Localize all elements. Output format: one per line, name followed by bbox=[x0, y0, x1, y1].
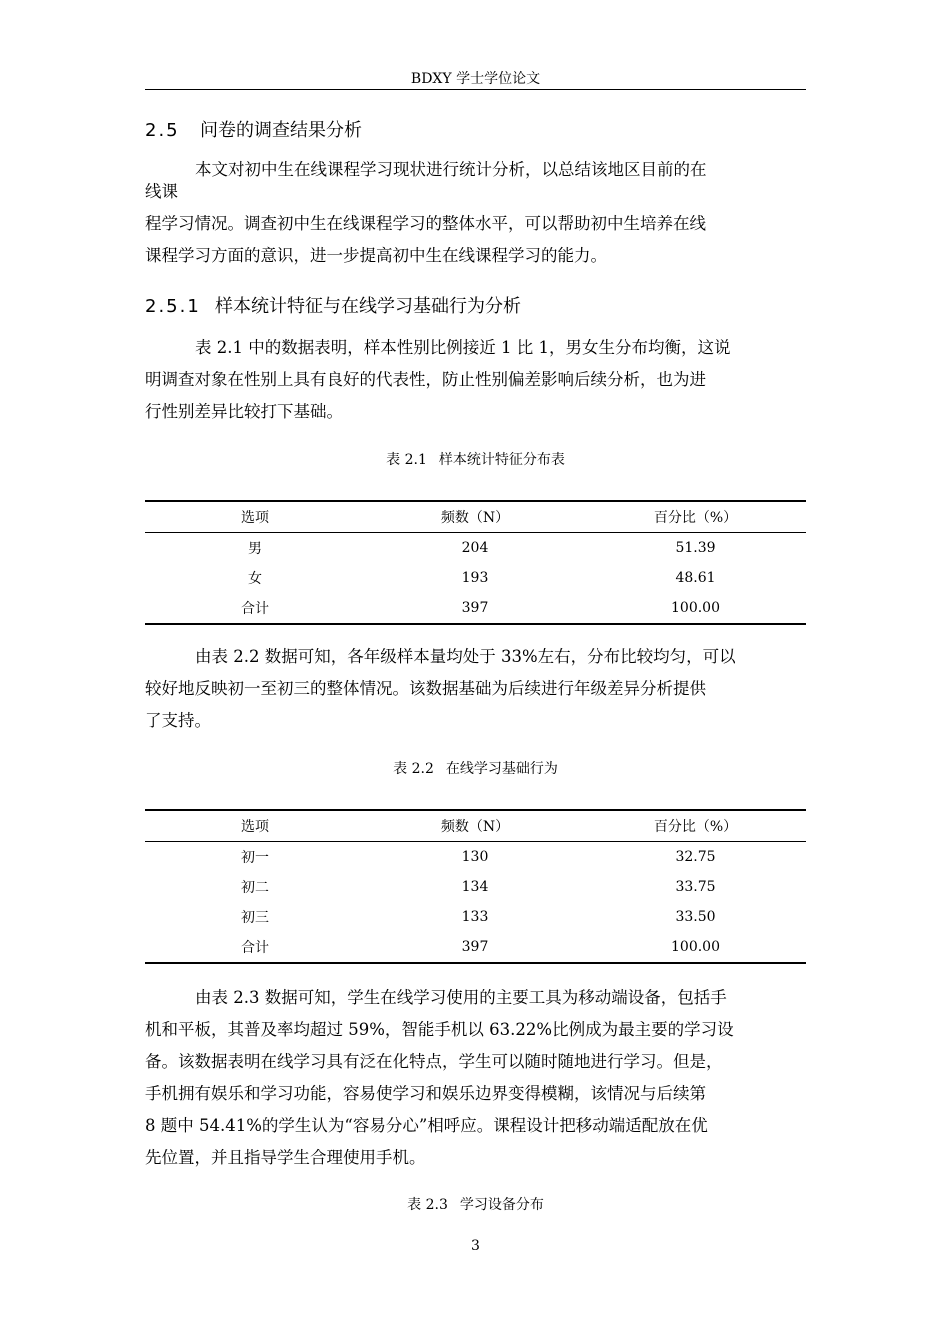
table-cell: 130 bbox=[461, 849, 489, 865]
table-row bbox=[145, 902, 806, 932]
table-row bbox=[145, 842, 806, 873]
table-2-2-caption bbox=[145, 759, 806, 779]
table-cell: 32.75 bbox=[675, 849, 716, 865]
header-cell: 百分比（%） bbox=[585, 501, 806, 533]
paragraph-line: 由表 2.3 数据可知，学生在线学习使用的主要工具为移动端设备，包括手 bbox=[195, 988, 727, 1007]
table-cell: 初三 bbox=[241, 910, 269, 926]
caption-title: 样本统计特征分布表 bbox=[438, 452, 565, 468]
table-cell: 合计 bbox=[145, 593, 365, 624]
paragraph-line: 了支持。 bbox=[145, 711, 211, 730]
section-2-5-1-paragraph bbox=[145, 332, 806, 428]
table-cell: 397 bbox=[365, 932, 585, 963]
table-row bbox=[145, 932, 806, 963]
table-cell: 51.39 bbox=[675, 540, 716, 556]
paragraph-line: 先位置，并且指导学生合理使用手机。 bbox=[145, 1148, 426, 1167]
paragraph-line: 机和平板，其普及率均超过 59%，智能手机以 63.22%比例成为最主要的学习设 bbox=[145, 1020, 734, 1039]
paragraph-line: 明调查对象在性别上具有良好的代表性，防止性别偏差影响后续分析，也为进 bbox=[145, 370, 706, 389]
table-cell: 33.75 bbox=[675, 879, 716, 895]
table-cell: 133 bbox=[461, 909, 489, 925]
section-number: 2.5 bbox=[145, 120, 180, 141]
table-2-2-paragraph bbox=[145, 641, 806, 737]
table-cell: 男 bbox=[248, 541, 262, 557]
header-cell: 选项 bbox=[145, 501, 365, 533]
caption-number: 表 2.3 bbox=[407, 1197, 448, 1213]
table-cell: 397 bbox=[365, 593, 585, 624]
table-header-row bbox=[145, 810, 806, 842]
paragraph-line: 表 2.1 中的数据表明，样本性别比例接近 1 比 1，男女生分布均衡，这说 bbox=[195, 338, 731, 357]
paragraph-line: 线课 bbox=[145, 182, 178, 201]
paragraph-line: 由表 2.2 数据可知，各年级样本量均处于 33%左右，分布比较均匀，可以 bbox=[195, 647, 736, 666]
section-title: 样本统计特征与在线学习基础行为分析 bbox=[215, 296, 521, 317]
header-cell: 选项 bbox=[145, 810, 365, 842]
table-2-1-caption bbox=[145, 450, 806, 470]
table-header-row bbox=[145, 501, 806, 533]
table-2-1 bbox=[145, 500, 806, 625]
section-title: 问卷的调查结果分析 bbox=[200, 120, 362, 141]
caption-number: 表 2.1 bbox=[386, 452, 427, 468]
table-cell: 193 bbox=[461, 570, 489, 586]
table-cell: 初二 bbox=[241, 880, 269, 896]
table-2-3-paragraph bbox=[145, 982, 806, 1174]
paragraph-line: 课程学习方面的意识，进一步提高初中生在线课程学习的能力。 bbox=[145, 246, 607, 265]
header-cell: 频数（N） bbox=[365, 810, 585, 842]
paragraph-line: 手机拥有娱乐和学习功能，容易使学习和娱乐边界变得模糊，该情况与后续第 bbox=[145, 1084, 706, 1103]
section-number: 2.5.1 bbox=[145, 296, 201, 317]
paragraph-line: 程学习情况。调查初中生在线课程学习的整体水平，可以帮助初中生培养在线 bbox=[145, 214, 706, 233]
table-cell: 33.50 bbox=[675, 909, 716, 925]
paragraph-line: 较好地反映初一至初三的整体情况。该数据基础为后续进行年级差异分析提供 bbox=[145, 679, 706, 698]
table-cell: 48.61 bbox=[675, 570, 716, 586]
table-row bbox=[145, 533, 806, 564]
table-cell: 134 bbox=[461, 879, 489, 895]
table-row bbox=[145, 872, 806, 902]
paragraph-line: 行性别差异比较打下基础。 bbox=[145, 402, 343, 421]
paragraph-line: 本文对初中生在线课程学习现状进行统计分析，以总结该地区目前的在 bbox=[195, 160, 707, 179]
table-2-2 bbox=[145, 809, 806, 964]
section-heading-2-5-1 bbox=[145, 296, 521, 318]
table-cell: 初一 bbox=[241, 850, 269, 866]
table-cell: 204 bbox=[461, 540, 489, 556]
table-cell: 合计 bbox=[145, 932, 365, 963]
table-cell: 100.00 bbox=[585, 593, 806, 624]
table-cell: 女 bbox=[248, 571, 262, 587]
running-header: BDXY 学士学位论文 bbox=[410, 71, 541, 87]
table-row bbox=[145, 563, 806, 593]
paragraph-line: 8 题中 54.41%的学生认为“容易分心”相呼应。课程设计把移动端适配放在优 bbox=[145, 1116, 708, 1135]
section-heading-2-5 bbox=[145, 120, 362, 142]
header-rule bbox=[145, 89, 806, 90]
table-row bbox=[145, 593, 806, 624]
caption-title: 学习设备分布 bbox=[459, 1197, 544, 1213]
table-cell: 100.00 bbox=[585, 932, 806, 963]
section-2-5-paragraph bbox=[145, 154, 806, 272]
table-2-3-caption bbox=[145, 1195, 806, 1215]
caption-title: 在线学习基础行为 bbox=[445, 761, 558, 777]
paragraph-line: 备。该数据表明在线学习具有泛在化特点，学生可以随时随地进行学习。但是， bbox=[145, 1052, 723, 1071]
page-number: 3 bbox=[471, 1238, 480, 1254]
caption-number: 表 2.2 bbox=[393, 761, 434, 777]
header-cell: 百分比（%） bbox=[585, 810, 806, 842]
header-cell: 频数（N） bbox=[365, 501, 585, 533]
